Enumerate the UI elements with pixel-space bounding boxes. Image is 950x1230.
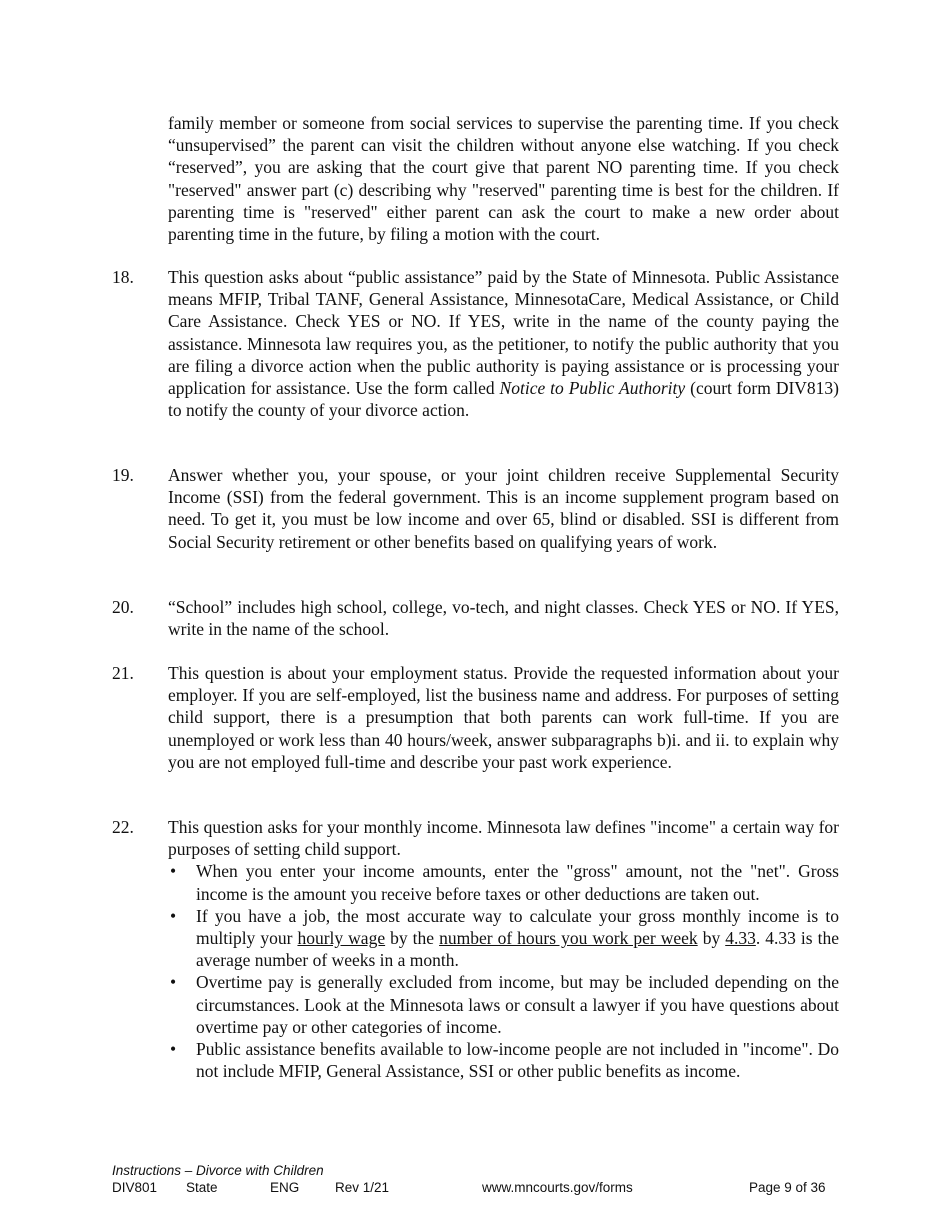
continued-paragraph: family member or someone from social services to supervise the parenting time. If you check “unsupervised” the parent can visit the children without anyone else watching. If you check “reserved”, you are asking that the court give that parent NO parenting time. If you check "reserved" answer part (c) describing why "reserved" parenting time is best for the children. If parenting time is "reserved" either parent can ask the court to make a new order about parenting time in the future, by filing a motion with the court. <box>168 113 839 245</box>
item-number: 20. <box>112 597 134 617</box>
bullet-icon: • <box>170 1039 177 1060</box>
list-item: • Overtime pay is generally excluded from income, but may be included depending on the circumstances. Look at the Minnesota laws or consult a lawyer if you have questions about overtime pay or other categories of income. <box>170 972 839 1037</box>
bullet-icon: • <box>170 972 177 993</box>
underlined-term: hourly wage <box>297 928 386 949</box>
item-number: 19. <box>112 465 134 485</box>
footer-row <box>112 1179 842 1196</box>
item-text: This question asks about “public assistance” paid by the State of Minnesota. Public Assistance means MFIP, Tribal TANF, General Assistance, MinnesotaCare, Medical Assistance, or Child Care Assistance. Check YES or NO. If YES, write in the name of the county paying the assistance. Minnesota law requires you, as the petitioner, to notify the public authority that you are filing a divorce action when the public authority is paying assistance or is processing your application for assistance. Use the form called Notice to Public Authority (court form DIV813) to notify the county of your divorce action. <box>168 267 840 421</box>
underlined-term: number of hours you work per week <box>439 928 698 949</box>
underlined-term: 4.33 <box>725 928 756 949</box>
page-number: Page 9 of 36 <box>749 1180 826 1195</box>
forms-url: www.mncourts.gov/forms <box>482 1180 633 1195</box>
bullet-list <box>168 860 839 1082</box>
bullet-icon: • <box>170 861 177 882</box>
item-number: 21. <box>112 663 134 683</box>
footer-title: Instructions – Divorce with Children <box>112 1163 324 1178</box>
item-text: This question is about your employment status. Provide the requested information about your employer. If you are self-employed, list the business name and address. For purposes of setting child support, there is a presumption that both parents can work full-time. If you are unemployed or work less than 40 hours/week, answer subparagraphs b)i. and ii. to explain why you are not employed full-time and describe your past work experience. <box>168 663 839 772</box>
item-number: 22. <box>112 817 134 837</box>
item-text: Answer whether you, your spouse, or your joint children receive Supplemental Security Income (SSI) from the federal government. This is an income supplement program based on need. To get it, you must be low income and over 65, blind or disabled. SSI is different from Social Security retirement or other benefits based on qualifying years of work. <box>168 465 839 552</box>
page-footer <box>112 1162 842 1196</box>
form-title-italic: Notice to Public Authority <box>499 378 686 399</box>
language: ENG <box>270 1180 300 1195</box>
list-item: • If you have a job, the most accurate way to calculate your gross monthly income is to multiply your hourly wage by the number of hours you work per week by 4.33. 4.33 is the average number of weeks in a month. <box>170 905 839 971</box>
item-19 <box>112 464 839 553</box>
item-21 <box>112 662 839 773</box>
item-number: 18. <box>112 267 134 287</box>
list-item: • When you enter your income amounts, enter the "gross" amount, not the "net". Gross income is the amount you receive before taxes or other deductions are taken out. <box>170 861 839 904</box>
bullet-icon: • <box>170 905 177 926</box>
jurisdiction: State <box>186 1180 218 1195</box>
item-text: “School” includes high school, college, vo-tech, and night classes. Check YES or NO. If YES, write in the name of the school. <box>168 597 839 640</box>
item-text: This question asks for your monthly income. Minnesota law defines "income" a certain way for purposes of setting child support. <box>168 817 839 860</box>
item-22 <box>112 816 839 1082</box>
list-item: • Public assistance benefits available to low-income people are not included in "income". Do not include MFIP, General Assistance, SSI or other public benefits as income. <box>170 1039 839 1082</box>
revision: Rev 1/21 <box>335 1180 390 1195</box>
form-id: DIV801 <box>112 1180 158 1195</box>
item-20 <box>112 596 839 640</box>
item-18 <box>112 266 839 421</box>
